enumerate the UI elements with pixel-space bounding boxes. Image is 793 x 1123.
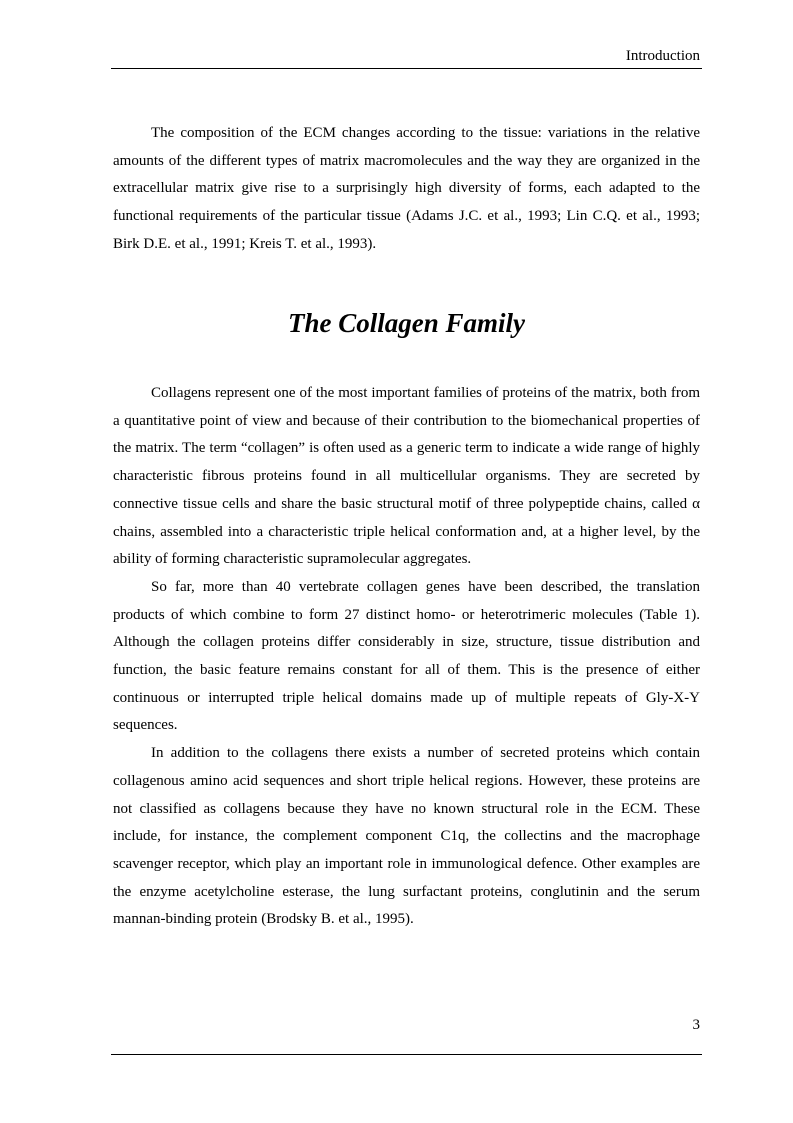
running-header: Introduction: [625, 48, 700, 64]
paragraph: The composition of the ECM changes according to the tissue: variations in the relative amounts of the different types of matrix macromolecules and the way they are organized in the extracellular matrix give rise to a surprisingly high diversity of forms, each adapted to the functional requirements of the particular tissue (Adams J.C. et al., 1993; Lin C.Q. et al., 1993; Birk D.E. et al., 1991; Kreis T. et al., 1993).: [113, 125, 700, 252]
header-rule: [111, 68, 702, 69]
intro-text: [113, 120, 700, 259]
section-title: The Collagen Family: [287, 308, 525, 338]
paragraph: Collagens represent one of the most important families of proteins of the matrix, both from a quantitative point of view and because of their contribution to the biomechanical properties of the matrix. The term “collagen” is often used as a generic term to indicate a wide range of highly characteristic fibrous proteins found in all multicellular organisms. They are secreted by connective tissue cells and share the basic structural motif of three polypeptide chains, called α chains, assembled into a characteristic triple helical conformation and, at a higher level, by the ability of forming characteristic supramolecular aggregates.: [113, 385, 700, 568]
paragraph: In addition to the collagens there exists a number of secreted proteins which contain collagenous amino acid sequences and short triple helical regions. However, these proteins are not classified as collagens because they have no known structural role in the ECM. These include, for instance, the complement component C1q, the collectins and the macrophage scavenger receptor, which play an important role in immunological defence. Other examples are the enzyme acetylcholine esterase, the lung surfactant proteins, conglutinin and the serum mannan-binding protein (Brodsky B. et al., 1995).: [113, 745, 700, 928]
paragraph: So far, more than 40 vertebrate collagen genes have been described, the translation products of which combine to form 27 distinct homo- or heterotrimeric molecules (Table 1). Although the collagen proteins differ considerably in size, structure, tissue distribution and function, the basic feature remains constant for all of them. This is the presence of either continuous or interrupted triple helical domains made up of multiple repeats of Gly-X-Y sequences.: [113, 578, 700, 734]
page-number: 3: [692, 1017, 700, 1033]
section-body: [113, 380, 700, 934]
footer-rule: [111, 1054, 702, 1055]
